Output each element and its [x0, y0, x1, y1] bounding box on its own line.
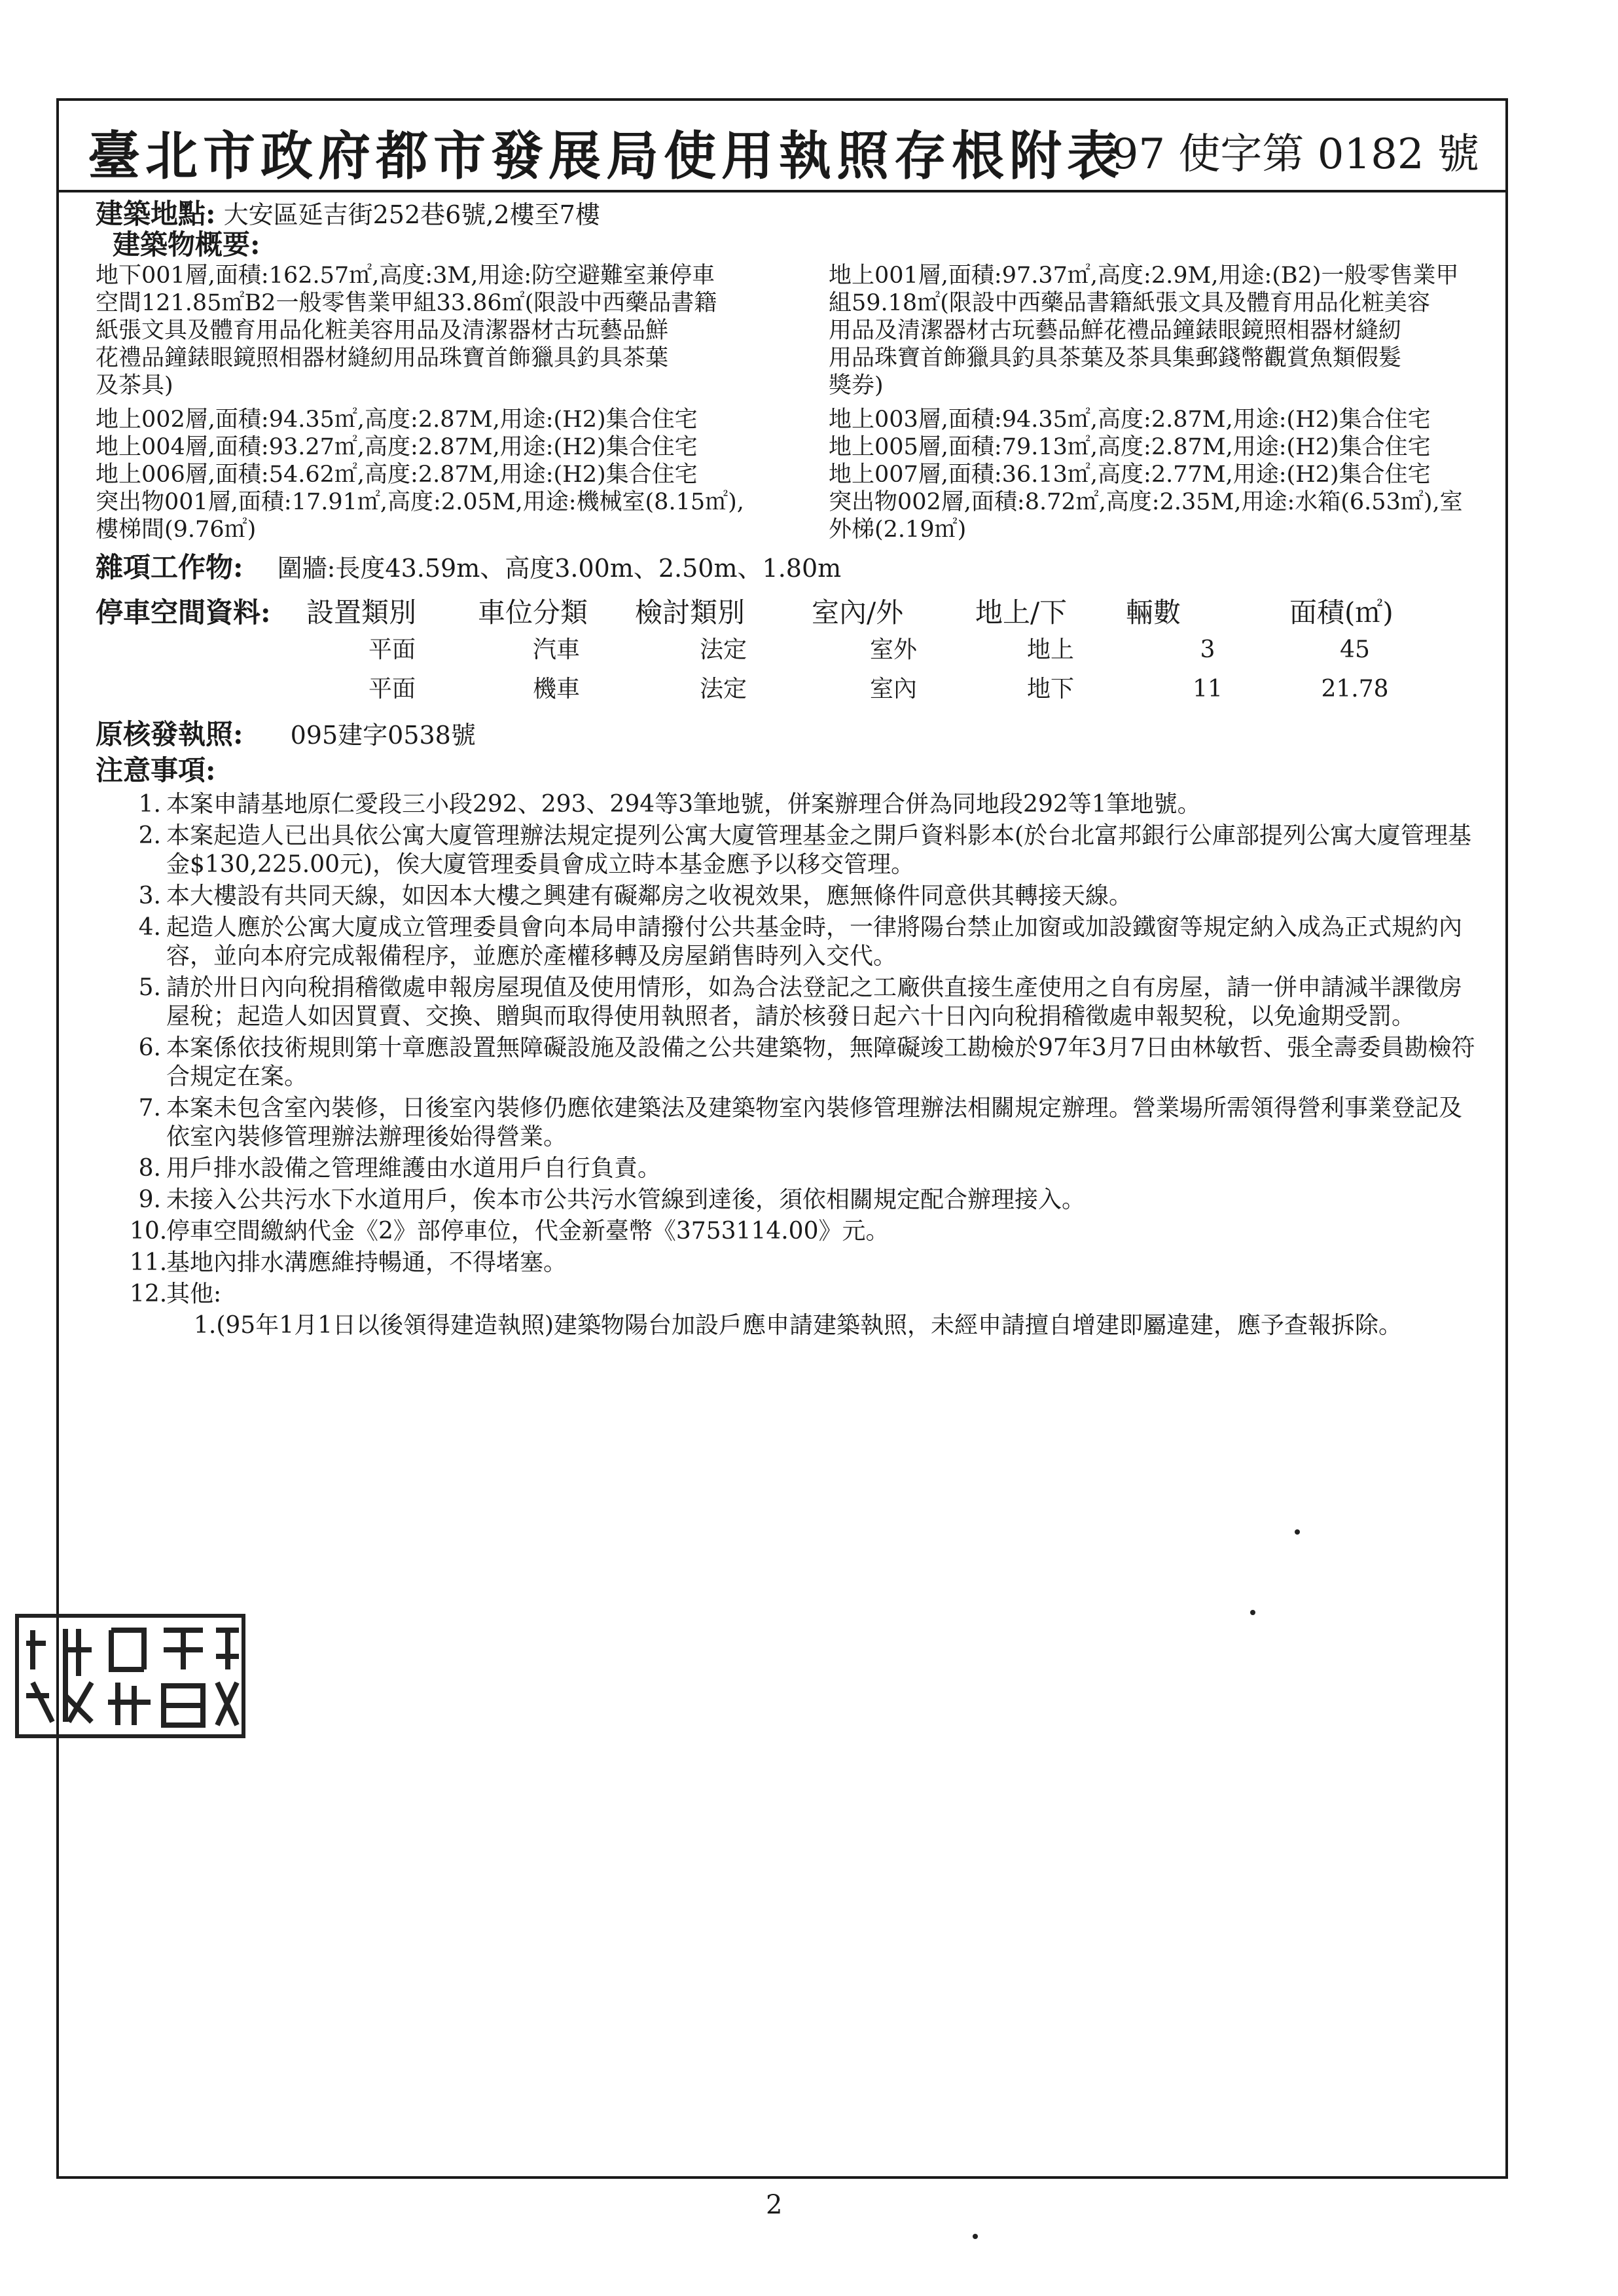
overview-row	[113, 230, 1483, 261]
note-text: 其他:	[166, 1281, 222, 1307]
parking-header-cell: 設置類別	[306, 596, 417, 629]
parking-cell: 法定	[699, 636, 747, 663]
note-item	[130, 1094, 1483, 1152]
note-number: 6.	[138, 1034, 161, 1061]
overview-right-line: 獎券)	[829, 373, 884, 399]
note-number: 10.	[130, 1218, 168, 1245]
note-sub-item: 1.(95年1月1日以後領得建造執照)建築物陽台加設戶應申請建築執照，未經申請擅自增建即屬違建，應予查報拆除。	[194, 1312, 1403, 1339]
parking-header-cell: 車位分類	[478, 596, 588, 629]
overview-label: 建築物概要:	[113, 228, 261, 261]
overview-left-line: 地下001層,面積:162.57㎡,高度:3M,用途:防空避難室兼停車	[96, 263, 715, 289]
note-text: 起造人應於公寓大廈成立管理委員會向本局申請撥付公共基金時，一律將陽台禁止加窗或加設鐵窗等規定納入成為正式規約內容，並向本府完成報備程序，並應於產權移轉及房屋銷售時列入交代。	[166, 914, 1463, 970]
note-number: 7.	[138, 1095, 161, 1121]
overview-left-line: 突出物001層,面積:17.91㎡,高度:2.05M,用途:機械室(8.15㎡),	[96, 489, 744, 515]
note-text: 基地內排水溝應維持暢通，不得堵塞。	[166, 1249, 567, 1276]
note-number: 8.	[138, 1155, 161, 1182]
scan-speck	[973, 2234, 978, 2239]
official-seal-stamp	[13, 1611, 249, 1741]
site-label: 建築地點:	[96, 198, 216, 230]
overview-right-line: 地上005層,面積:79.13㎡,高度:2.87M,用途:(H2)集合住宅	[829, 434, 1431, 460]
overview-right-line: 用品及清潔器材古玩藝品鮮花禮品鐘錶眼鏡照相器材縫紉	[829, 318, 1402, 344]
parking-cell: 平面	[368, 676, 416, 702]
overview-right-column	[829, 262, 1483, 543]
parking-cell: 汽車	[532, 636, 580, 663]
parking-cell: 地上	[1026, 636, 1074, 663]
note-text: 本案起造人已出具依公寓大廈管理辦法規定提列公寓大廈管理基金之開戶資料影本(於台北富邦銀行公庫部提列公寓大廈管理基金$130,225.00元)，俟大廈管理委員會成立時本基金應予以移交管理。	[166, 822, 1472, 878]
note-text: 停車空間繳納代金《2》部停車位，代金新臺幣《3753114.00》元。	[166, 1218, 890, 1245]
overview-left-line: 地上006層,面積:54.62㎡,高度:2.87M,用途:(H2)集合住宅	[96, 462, 698, 488]
notes-label: 注意事項:	[96, 754, 216, 786]
parking-cell: 平面	[368, 636, 416, 663]
overview-left-line: 地上002層,面積:94.35㎡,高度:2.87M,用途:(H2)集合住宅	[96, 407, 698, 433]
parking-cell: 法定	[699, 676, 747, 702]
overview-right-line: 地上003層,面積:94.35㎡,高度:2.87M,用途:(H2)集合住宅	[829, 407, 1431, 433]
overview-left-line: 紙張文具及體育用品化粧美容用品及清潔器材古玩藝品鮮	[96, 318, 669, 344]
note-number: 11.	[130, 1249, 168, 1276]
overview-left-line: 花禮品鐘錶眼鏡照相器材縫紉用品珠寶首飾獵具釣具茶葉	[96, 345, 669, 371]
note-item	[130, 1154, 1483, 1183]
notes-list	[96, 790, 1483, 1309]
note-text: 請於卅日內向稅捐稽徵處申報房屋現值及使用情形，如為合法登記之工廠供直接生產使用之自有房屋，請一併申請減半課徵房屋稅；起造人如因買賣、交換、贈與而取得使用執照者，請於核發日起六十日內向稅捐稽徵處申報契稅，以免逾期受罰。	[166, 974, 1463, 1030]
original-permit-label: 原核發執照:	[96, 718, 243, 750]
note-item	[130, 1217, 1483, 1246]
note-number: 3.	[138, 883, 161, 909]
scan-speck	[1250, 1610, 1255, 1615]
notes-heading-row	[96, 756, 1483, 786]
note-text: 本案申請基地原仁愛段三小段292、293、294等3筆地號，併案辦理合併為同地段292等1筆地號。	[166, 791, 1201, 818]
seal-glyphs	[26, 1629, 239, 1725]
note-text: 未接入公共污水下水道用戶，俟本市公共污水管線到達後，須依相關規定配合辦理接入。	[166, 1186, 1086, 1213]
note-text: 本案係依技術規則第十章應設置無障礙設施及設備之公共建築物，無障礙竣工勘檢於97年3月7日由林敏哲、張全壽委員勘檢符合規定在案。	[166, 1034, 1475, 1090]
document-body	[96, 199, 1483, 1340]
parking-cell: 機車	[532, 676, 580, 702]
parking-header-cell: 室內/外	[812, 596, 904, 629]
note-number: 9.	[138, 1186, 161, 1213]
overview-left-line: 樓梯間(9.76㎡)	[96, 517, 257, 543]
note-number: 5.	[138, 974, 161, 1001]
parking-cell: 地下	[1026, 676, 1074, 702]
parking-header-cell: 輛數	[1126, 596, 1181, 629]
document-title: 臺北市政府都市發展局使用執照存根附表	[88, 125, 1124, 187]
note-text: 用戶排水設備之管理維護由水道用戶自行負責。	[166, 1155, 662, 1182]
note-number: 12.	[130, 1281, 168, 1307]
parking-header-cell: 面積(㎡)	[1289, 596, 1393, 629]
overview-right-line: 外梯(2.19㎡)	[829, 517, 967, 543]
overview-right-line: 突出物002層,面積:8.72㎡,高度:2.35M,用途:水箱(6.53㎡),室	[829, 489, 1463, 515]
parking-header-row	[96, 591, 1483, 630]
note-text: 本案未包含室內裝修，日後室內裝修仍應依建築法及建築物室內裝修管理辦法相關規定辦理。營業場所需領得營利事業登記及依室內裝修管理辦法辦理後始得營業。	[166, 1095, 1463, 1150]
note-item	[130, 790, 1483, 819]
scan-speck	[1295, 1529, 1300, 1535]
parking-label: 停車空間資料:	[96, 596, 271, 629]
parking-row	[96, 670, 1483, 709]
parking-cell: 11	[1193, 676, 1223, 702]
note-number: 1.	[138, 791, 161, 818]
parking-row	[96, 630, 1483, 670]
parking-cell: 室內	[869, 676, 917, 702]
parking-cell: 45	[1340, 636, 1370, 663]
misc-row	[96, 553, 1483, 583]
overview-left-line: 空間121.85㎡B2一般零售業甲組33.86㎡(限設中西藥品書籍	[96, 290, 717, 316]
overview-left-line: 及茶具)	[96, 373, 173, 399]
parking-cell: 21.78	[1321, 676, 1389, 702]
note-text: 本大樓設有共同天線，如因本大樓之興建有礙鄰房之收視效果，應無條件同意供其轉接天線。	[166, 883, 1133, 909]
note-item	[130, 974, 1483, 1031]
overview-right-line: 組59.18㎡(限設中西藥品書籍紙張文具及體育用品化粧美容	[829, 290, 1430, 316]
misc-value: 圍牆:長度43.59m、高度3.00m、2.50m、1.80m	[277, 554, 842, 583]
note-item	[130, 822, 1483, 879]
misc-label: 雜項工作物:	[96, 551, 243, 583]
page-number: 2	[766, 2190, 783, 2220]
site-value: 大安區延吉街252巷6號,2樓至7樓	[223, 200, 600, 229]
note-number: 4.	[138, 914, 161, 941]
note-item	[130, 1034, 1483, 1091]
site-row	[96, 199, 1483, 230]
title-bar	[59, 101, 1505, 192]
overview-right-line: 用品珠寶首飾獵具釣具茶葉及茶具集郵錢幣觀賞魚類假髮	[829, 345, 1402, 371]
overview-left-column	[96, 262, 750, 543]
note-item	[130, 882, 1483, 911]
permit-number: 97 使字第 0182 號	[1111, 130, 1479, 179]
overview-right-line: 地上001層,面積:97.37㎡,高度:2.9M,用途:(B2)一般零售業甲	[829, 263, 1459, 289]
overview-left-line: 地上004層,面積:93.27㎡,高度:2.87M,用途:(H2)集合住宅	[96, 434, 698, 460]
note-item	[130, 1186, 1483, 1214]
original-permit-row	[96, 720, 1483, 750]
original-permit-value: 095建字0538號	[290, 721, 476, 750]
parking-header-cell: 檢討類別	[635, 596, 746, 629]
parking-table	[96, 591, 1483, 709]
parking-cell: 室外	[869, 636, 917, 663]
overview-columns	[96, 262, 1483, 543]
note-item	[130, 1280, 1483, 1309]
parking-header-cell: 地上/下	[975, 596, 1068, 629]
overview-right-line: 地上007層,面積:36.13㎡,高度:2.77M,用途:(H2)集合住宅	[829, 462, 1431, 488]
note-item	[130, 913, 1483, 971]
document-frame	[56, 98, 1508, 2179]
note-item	[130, 1248, 1483, 1277]
parking-cell: 3	[1200, 636, 1215, 663]
note-number: 2.	[138, 822, 161, 849]
